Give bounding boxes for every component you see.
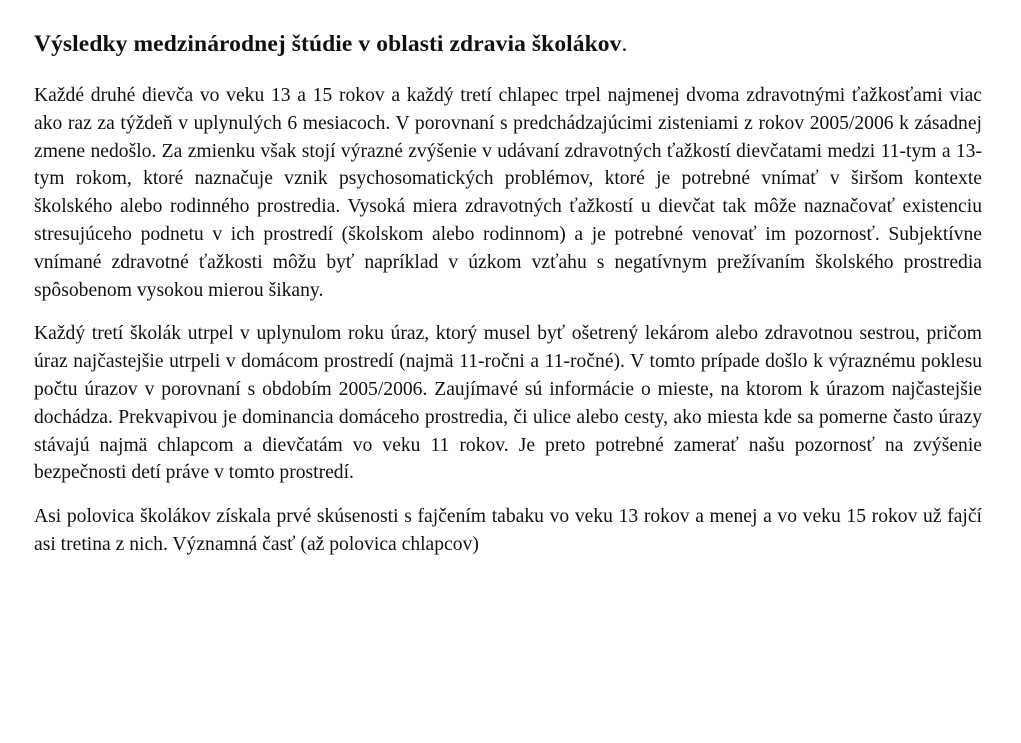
title-text: Výsledky medzinárodnej štúdie v oblasti zdravia školákov: [34, 31, 622, 57]
title-period: .: [621, 31, 628, 57]
document-page: [34, 30, 982, 575]
paragraph-health-complaints: Každé druhé dievča vo veku 13 a 15 rokov a každý tretí chlapec trpel najmenej dvoma zdravotnými ťažkosťami viac ako raz za týždeň v uplynulých 6 mesiacoch. V porovnaní s predchádzajúcimi zisteniami z rokov 2005/2006 k zásadnej zmene nedošlo. Za zmienku však stojí výrazné zvýšenie v udávaní zdravotných ťažkostí dievčatami medzi 11-tym a 13-tym rokom, ktoré naznačuje vznik psychosomatických problémov, ktoré je potrebné vnímať v širšom kontexte školského alebo rodinného prostredia. Vysoká miera zdravotných ťažkostí u dievčat tak môže naznačovať existenciu stresujúceho podnetu v ich prostredí (školskom alebo rodinnom) a je potrebné venovať im pozornosť. Subjektívne vnímané zdravotné ťažkosti môžu byť napríklad v úzkom vzťahu s negatívnym prežívaním školského prostredia spôsobenom vysokou mierou šikany.: [34, 85, 982, 301]
page-title: [34, 30, 982, 58]
paragraph-smoking: Asi polovica školákov získala prvé skúsenosti s fajčením tabaku vo veku 13 rokov a menej a vo veku 15 rokov už fajčí asi tretina z nich. Významná časť (až polovica chlapcov): [34, 506, 982, 555]
paragraph-injuries: Každý tretí školák utrpel v uplynulom roku úraz, ktorý musel byť ošetrený lekárom alebo zdravotnou sestrou, pričom úraz najčastejšie utrpeli v domácom prostredí (najmä 11-ročni a 11-ročné). V tomto prípade došlo k výraznému poklesu počtu úrazov v porovnaní s obdobím 2005/2006. Zaujímavé sú informácie o mieste, na ktorom k úrazom najčastejšie dochádza. Prekvapivou je dominancia domáceho prostredia, či ulice alebo cesty, ako miesta kde sa pomerne často úrazy stávajú najmä chlapcom a dievčatám vo veku 11 rokov. Je preto potrebné zamerať našu pozornosť na zvýšenie bezpečnosti detí práve v tomto prostredí.: [34, 323, 982, 484]
